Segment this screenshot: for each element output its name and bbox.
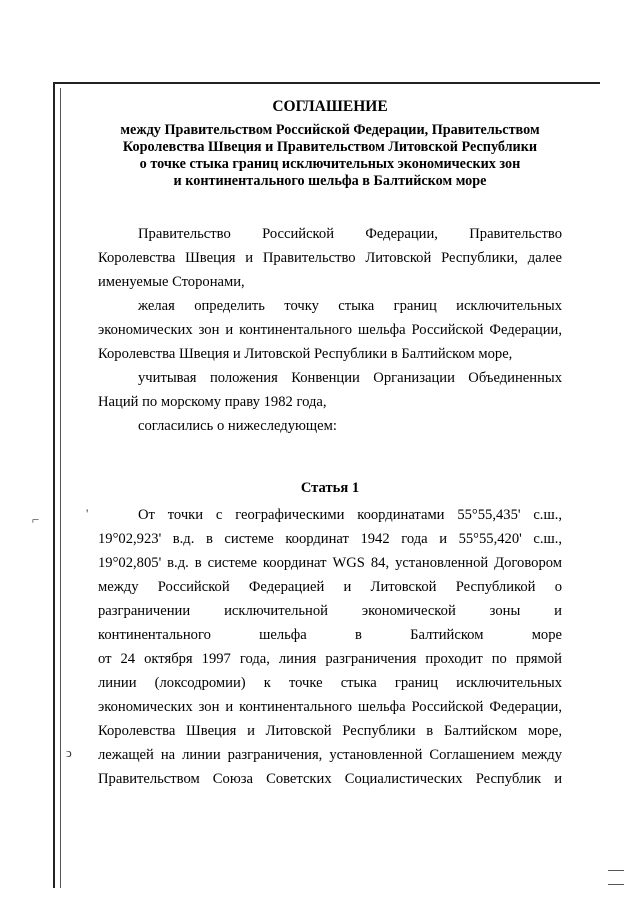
article-line: Королевства Швеция и Литовской Республики в Балтийском море, (98, 723, 562, 739)
article-body (98, 503, 562, 791)
article-line: континентального шельфа в Балтийском море (98, 627, 562, 643)
article-line: экономических зон и континентального шельфа Российской Федерации, (98, 699, 562, 715)
preamble-line: согласились о нижеследующем: (138, 418, 337, 434)
article-line: 19°02,805' в.д. в системе координат WGS 84, установленной Договором (98, 555, 562, 571)
title-line: и континентального шельфа в Балтийском море (173, 173, 487, 189)
article-line: 19°02,923' в.д. в системе координат 1942 года и 55°55,420' с.ш., (98, 531, 562, 547)
title-line: о точке стыка границ исключительных экономических зон (139, 156, 521, 172)
article-line: между Российской Федерацией и Литовской Республикой о (98, 579, 562, 595)
margin-mark: ⌐ (32, 512, 40, 527)
preamble (98, 222, 562, 438)
title-heading: СОГЛАШЕНИЕ (272, 98, 388, 115)
article-line: от 24 октября 1997 года, линия разграничения проходит по прямой (98, 651, 562, 667)
preamble-line: Наций по морскому праву 1982 года, (98, 394, 327, 410)
margin-mark: ' (86, 506, 89, 521)
title-line: Королевства Швеция и Правительством Литовской Республики (122, 139, 538, 155)
preamble-line: Королевства Швеция и Литовской Республики в Балтийском море, (98, 346, 513, 362)
article-line: лежащей на линии разграничения, установленной Соглашением между (98, 747, 562, 763)
page-border-inner (60, 88, 62, 888)
article-line: разграничении исключительной экономической зоны и (98, 603, 562, 619)
preamble-line: учитывая положения Конвенции Организации Объединенных (138, 370, 562, 386)
document-title (80, 98, 580, 190)
article-line: Правительством Союза Советских Социалистических Республик и (98, 771, 562, 787)
article-line: От точки с географическими координатами 55°55,435' с.ш., (138, 507, 562, 523)
article-line: линии (локсодромии) к точке стыка границ исключительных (98, 675, 562, 691)
preamble-line: желая определить точку стыка границ исключительных (138, 298, 562, 314)
margin-mark: ↄ (66, 745, 72, 760)
preamble-line: экономических зон и континентального шельфа Российской Федерации, (98, 322, 562, 338)
preamble-line: Правительство Российской Федерации, Правительство (138, 226, 562, 242)
scan-artifact-line (608, 870, 624, 871)
article-heading: Статья 1 (300, 480, 360, 496)
title-line: между Правительством Российской Федерации, Правительством (120, 122, 540, 138)
preamble-line: Королевства Швеция и Правительство Литовской Республики, далее (98, 250, 562, 266)
preamble-line: именуемые Сторонами, (98, 274, 245, 290)
scan-artifact-line (608, 884, 624, 885)
